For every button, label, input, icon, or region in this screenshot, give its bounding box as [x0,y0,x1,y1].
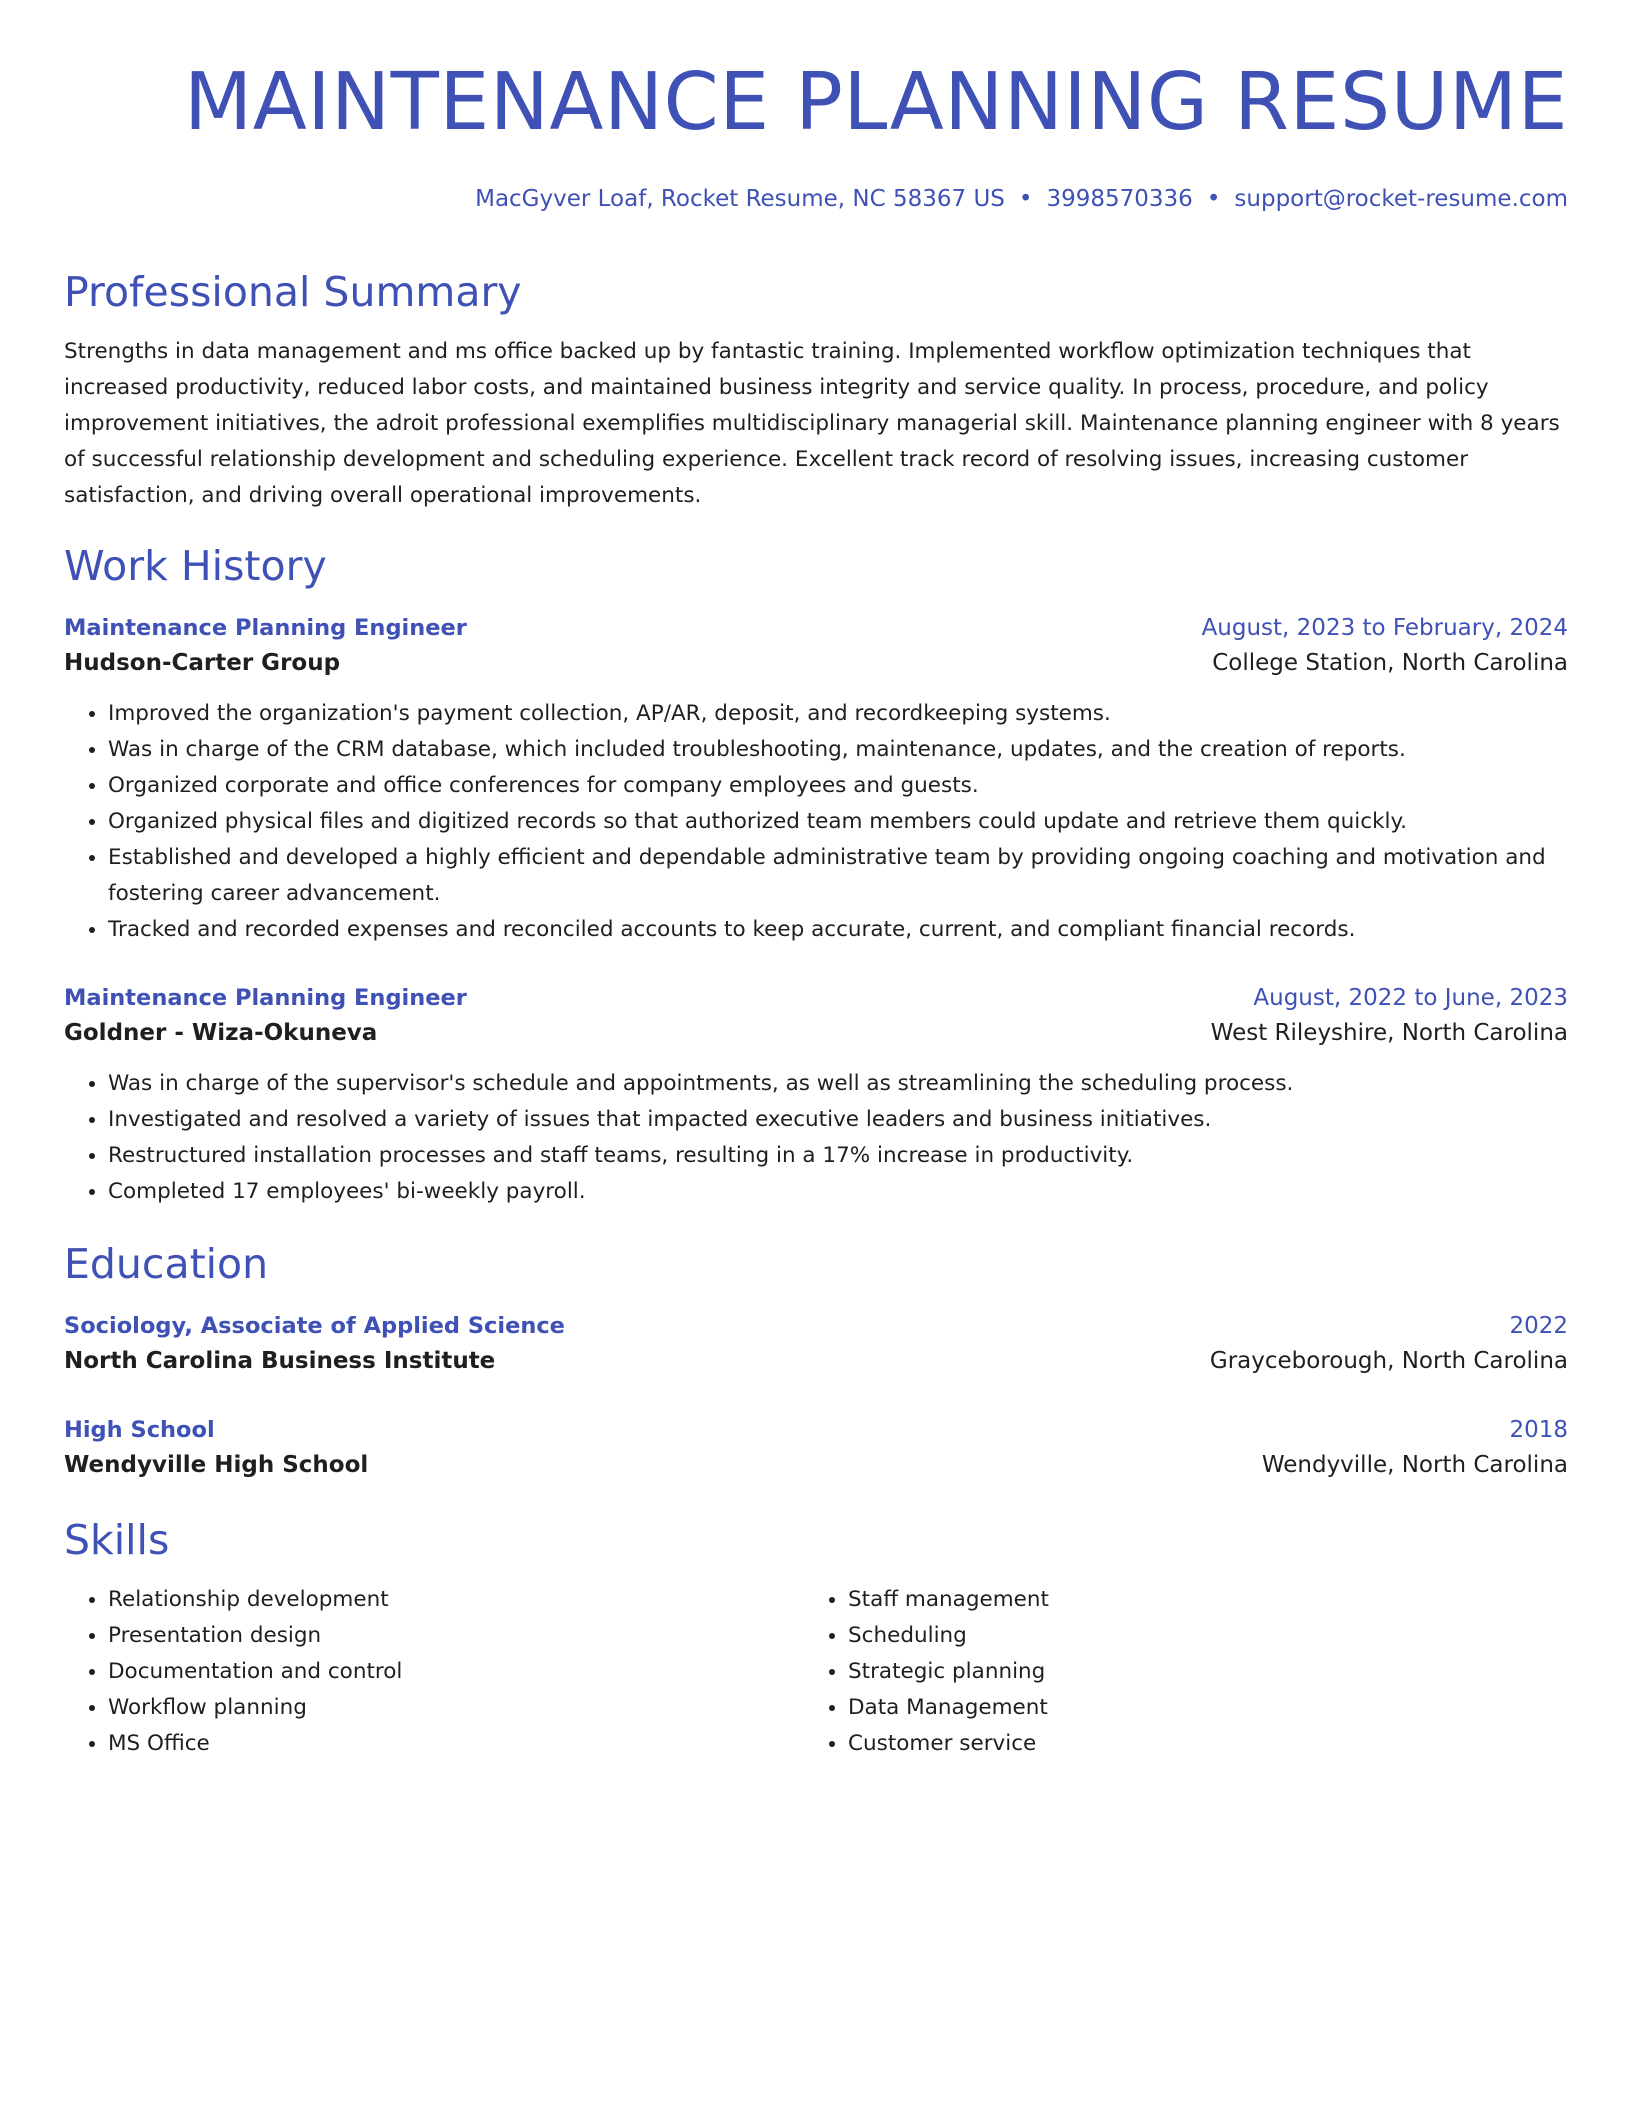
contact-line [64,184,1568,214]
skill-item: • Workflow planning [108,1690,804,1726]
job-title: Maintenance Planning Engineer [64,615,467,641]
job-bullet: • Organized physical files and digitized records so that authorized team members could update and retrieve them quickly. [108,804,1568,840]
skill-item: • Customer service [848,1726,1544,1762]
skills-section [64,1514,1568,1762]
job-bullet: • Established and developed a highly efficient and dependable administrative team by providing ongoing coaching and motivation and fostering career advancement. [108,840,1568,912]
education-school: North Carolina Business Institute [64,1348,496,1374]
education-heading: Education [64,1240,269,1288]
education-entry [64,1414,1568,1484]
job-bullet: • Was in charge of the CRM database, which included troubleshooting, maintenance, updates, and the creation of reports. [108,732,1568,768]
work-history-section [64,540,1568,1210]
skill-item: • MS Office [108,1726,804,1762]
contact-address: MacGyver Loaf, Rocket Resume, NC 58367 US [475,186,1005,212]
education-location: Wendyville, North Carolina [1261,1452,1568,1478]
job-dates: August, 2022 to June, 2023 [1253,985,1568,1011]
resume-title: MAINTENANCE PLANNING RESUME [184,56,1568,148]
skill-item: • Presentation design [108,1618,804,1654]
job-title: Maintenance Planning Engineer [64,985,467,1011]
job-location: College Station, North Carolina [1212,650,1568,676]
job-bullet: • Restructured installation processes and staff teams, resulting in a 17% increase in productivity. [108,1138,1568,1174]
skill-item: • Staff management [848,1582,1544,1618]
contact-separator: • [1018,186,1033,212]
job-entry [64,612,1568,948]
job-bullet: • Improved the organization's payment collection, AP/AR, deposit, and recordkeeping systems. [108,696,1568,732]
job-bullet: • Investigated and resolved a variety of issues that impacted executive leaders and business initiatives. [108,1102,1568,1138]
job-bullet: • Completed 17 employees' bi-weekly payroll. [108,1174,1568,1210]
skill-item: • Documentation and control [108,1654,804,1690]
job-bullet: • Was in charge of the supervisor's schedule and appointments, as well as streamlining the scheduling process. [108,1066,1568,1102]
skills-heading: Skills [64,1516,170,1564]
contact-separator: • [1206,186,1221,212]
education-degree: High School [64,1417,215,1443]
education-entry [64,1310,1568,1380]
skill-item: • Strategic planning [848,1654,1544,1690]
job-dates: August, 2023 to February, 2024 [1201,615,1568,641]
education-year: 2022 [1509,1313,1568,1339]
skills-column-left [64,1582,804,1762]
skills-columns [64,1582,1568,1762]
job-bullets [64,696,1568,948]
summary-text: Strengths in data management and ms office backed up by fantastic training. Implemented workflow optimization techniques that increased productivity, reduced labor costs, and maintained business integrity and service quality. In process, procedure, and policy improvement initiatives, the adroit professional exemplifies multidisciplinary managerial skill. Maintenance planning engineer with 8 years of successful relationship development and scheduling experience. Excellent track record of resolving issues, increasing customer satisfaction, and driving overall operational improvements. [64,339,1560,508]
skills-column-right [804,1582,1544,1762]
skill-item: • Scheduling [848,1618,1544,1654]
summary-heading: Professional Summary [64,268,522,316]
summary-section [64,266,1568,514]
skill-item: • Relationship development [108,1582,804,1618]
work-history-heading: Work History [64,542,327,590]
job-company: Goldner - Wiza-Okuneva [64,1020,378,1046]
skill-item: • Data Management [848,1690,1544,1726]
job-bullets [64,1066,1568,1210]
job-bullet: • Organized corporate and office conferences for company employees and guests. [108,768,1568,804]
job-bullet: • Tracked and recorded expenses and reconciled accounts to keep accurate, current, and compliant financial records. [108,912,1568,948]
education-degree: Sociology, Associate of Applied Science [64,1313,565,1339]
job-entry [64,982,1568,1210]
education-section [64,1238,1568,1484]
education-year: 2018 [1509,1417,1568,1443]
job-location: West Rileyshire, North Carolina [1210,1020,1568,1046]
contact-phone: 3998570336 [1046,186,1193,212]
education-school: Wendyville High School [64,1452,369,1478]
education-location: Grayceborough, North Carolina [1209,1348,1568,1374]
contact-email: support@rocket-resume.com [1234,186,1568,212]
job-company: Hudson-Carter Group [64,650,341,676]
